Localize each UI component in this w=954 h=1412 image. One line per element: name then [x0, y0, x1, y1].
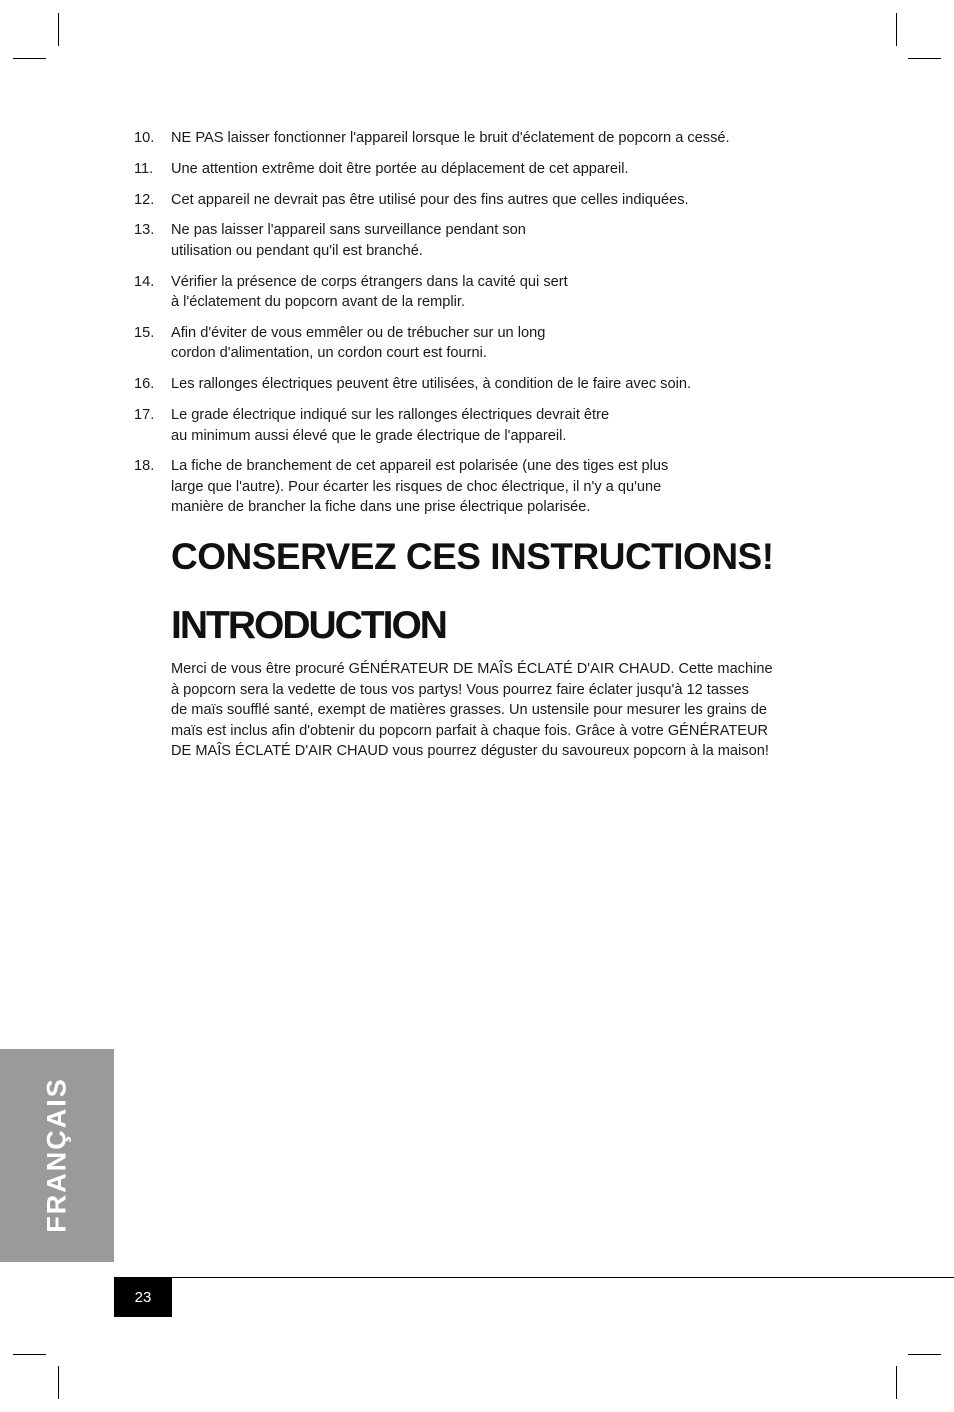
- list-item-text: [171, 128, 834, 149]
- list-item: [134, 220, 834, 261]
- crop-mark: [908, 1354, 941, 1355]
- list-item-text: [171, 323, 834, 364]
- list-item-text: [171, 405, 834, 446]
- list-item-number: 11.: [134, 160, 154, 177]
- text-line: Une attention extrême doit être portée au déplacement de cet appareil.: [171, 160, 629, 177]
- safety-instructions-list: [134, 128, 834, 528]
- text-line: NE PAS laisser fonctionner l'appareil lorsque le bruit d'éclatement de popcorn a cessé.: [171, 130, 730, 146]
- crop-mark: [13, 58, 46, 59]
- list-item-text: [171, 272, 834, 313]
- list-item-text: [171, 374, 834, 395]
- list-item-number: 12.: [134, 191, 155, 208]
- text-line: Cet appareil ne devrait pas être utilisé pour des fins autres que celles indiquées.: [171, 191, 689, 208]
- text-line: DE MAÎS ÉCLATÉ D'AIR CHAUD vous pourrez déguster du savoureux popcorn à la maison!: [171, 743, 769, 760]
- text-line: à popcorn sera la vedette de tous vos partys! Vous pourrez faire éclater jusqu'à 12 tasses: [171, 681, 749, 698]
- text-line: de maïs soufflé santé, exempt de matières grasses. Un ustensile pour mesurer les grains de: [171, 702, 767, 719]
- list-item-number: 14.: [134, 273, 155, 290]
- text-line: à l'éclatement du popcorn avant de la remplir.: [171, 294, 466, 311]
- text-line: utilisation ou pendant qu'il est branché.: [171, 242, 423, 259]
- text-line: manière de brancher la fiche dans une prise électrique polarisée.: [171, 499, 591, 516]
- crop-mark: [58, 13, 59, 46]
- footer-rule: [114, 1277, 954, 1278]
- list-item: [134, 190, 834, 211]
- list-item: [134, 323, 834, 364]
- introduction-paragraph: [171, 659, 821, 762]
- text-line: Merci de vous être procuré GÉNÉRATEUR DE MAÎS ÉCLATÉ D'AIR CHAUD. Cette machine: [171, 661, 773, 677]
- save-instructions-heading: CONSERVEZ CES INSTRUCTIONS!: [171, 536, 774, 577]
- crop-mark: [13, 1354, 46, 1355]
- list-item: [134, 405, 834, 446]
- list-item-number: 10.: [134, 130, 155, 146]
- list-item-number: 15.: [134, 324, 155, 341]
- crop-mark: [908, 58, 941, 59]
- language-tab: [0, 1049, 114, 1262]
- list-item-text: [171, 190, 834, 211]
- list-item: [134, 456, 834, 518]
- text-line: Les rallonges électriques peuvent être utilisées, à condition de le faire avec soin.: [171, 376, 692, 393]
- crop-mark: [896, 13, 897, 46]
- list-item: [134, 272, 834, 313]
- text-line: au minimum aussi élevé que le grade électrique de l'appareil.: [171, 427, 567, 444]
- list-item-text: [171, 159, 834, 180]
- text-line: cordon d'alimentation, un cordon court est fourni.: [171, 345, 487, 362]
- text-line: Ne pas laisser l'appareil sans surveillance pendant son: [171, 222, 526, 239]
- list-item: [134, 374, 834, 395]
- list-item-number: 13.: [134, 222, 155, 239]
- list-item: [134, 128, 834, 149]
- crop-mark: [58, 1366, 59, 1399]
- text-line: La fiche de branchement de cet appareil est polarisée (une des tiges est plus: [171, 458, 669, 475]
- introduction-heading: INTRODUCTION: [171, 604, 446, 647]
- text-line: Vérifier la présence de corps étrangers dans la cavité qui sert: [171, 273, 568, 290]
- list-item-text: [171, 456, 834, 518]
- page-number: 23: [114, 1278, 172, 1317]
- text-line: large que l'autre). Pour écarter les risques de choc électrique, il n'y a qu'une: [171, 478, 662, 495]
- list-item-number: 16.: [134, 376, 155, 393]
- text-line: Afin d'éviter de vous emmêler ou de trébucher sur un long: [171, 324, 546, 341]
- text-line: maïs est inclus afin d'obtenir du popcorn parfait à chaque fois. Grâce à votre GÉNÉRATEUR: [171, 722, 769, 739]
- list-item-text: [171, 220, 834, 261]
- list-item: [134, 159, 834, 180]
- list-item-number: 17.: [134, 407, 155, 424]
- text-line: Le grade électrique indiqué sur les rallonges électriques devrait être: [171, 407, 610, 424]
- list-item-number: 18.: [134, 458, 155, 475]
- crop-mark: [896, 1366, 897, 1399]
- language-tab-label: FRANÇAIS: [41, 1077, 72, 1233]
